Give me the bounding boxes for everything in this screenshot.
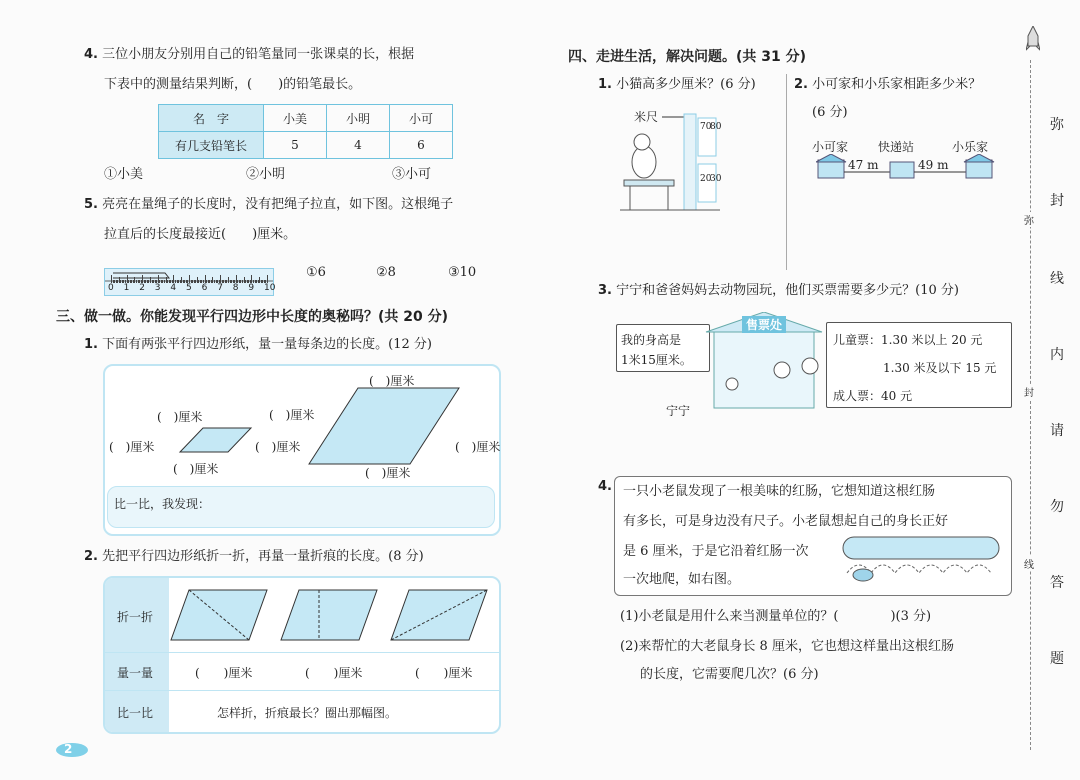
ruler-mark-70: 70 bbox=[700, 122, 712, 132]
s4-q3-line bbox=[598, 284, 959, 297]
price-child-below: 1.30 米及以下 15 元 bbox=[883, 361, 997, 375]
q5-option-a[interactable]: ①6 bbox=[306, 265, 326, 280]
fold-compare-text: 怎样折，折痕最长？圈出那幅图。 bbox=[217, 706, 398, 720]
margin-char: 弥 bbox=[1050, 117, 1064, 133]
fold-blank-2[interactable]: ( )厘米 bbox=[305, 666, 363, 680]
q5-ruler bbox=[104, 268, 274, 296]
section-4-title: 四、走进生活，解决问题。(共 31 分) bbox=[568, 49, 807, 65]
ruler-label: 3 bbox=[154, 283, 161, 293]
q4-line2: 下表中的测量结果判断，( )的铅笔最长。 bbox=[104, 77, 362, 92]
fold-figure-2[interactable] bbox=[281, 590, 377, 640]
q4-option-c[interactable]: ③小可 bbox=[392, 167, 432, 182]
ruler-label: 1 bbox=[123, 283, 130, 293]
q4-line1 bbox=[84, 48, 414, 61]
margin-char: 封 bbox=[1050, 193, 1064, 209]
fold-blank-3[interactable]: ( )厘米 bbox=[415, 666, 473, 680]
s3-q2-panel bbox=[103, 576, 501, 734]
page-number: 2 bbox=[64, 742, 73, 756]
ticket-scene bbox=[614, 312, 1016, 420]
bubble-line-2: 1米15厘米。 bbox=[621, 353, 692, 367]
place-xiaole-home: 小乐家 bbox=[952, 140, 989, 154]
ruler-label: 4 bbox=[170, 283, 177, 293]
large-parallelogram bbox=[309, 388, 459, 464]
rocket-icon bbox=[1026, 26, 1040, 52]
row-fold-label: 折一折 bbox=[117, 610, 154, 624]
q5-number: 5. bbox=[84, 197, 98, 212]
seal-line bbox=[1030, 60, 1031, 750]
cat-ruler-figure bbox=[620, 104, 730, 214]
ruler-label: 7 bbox=[217, 283, 223, 293]
ruler-label: 2 bbox=[139, 283, 145, 293]
s4-q3-text: 宁宁和爸爸妈妈去动物园玩，他们买票需要多少元？(10 分) bbox=[616, 283, 959, 298]
cat-illustration bbox=[620, 104, 730, 214]
ticket-booth-sign: 售票处 bbox=[742, 316, 786, 333]
distance-47: 47 m bbox=[848, 158, 879, 172]
seal-char-xian: 线 bbox=[1024, 556, 1034, 571]
blank-bottom-large[interactable]: ( )厘米 bbox=[365, 466, 411, 480]
price-child-above: 儿童票：1.30 米以上 20 元 bbox=[833, 333, 983, 347]
ruler-mark-30: 30 bbox=[710, 174, 722, 184]
place-xiaoke-home: 小可家 bbox=[812, 140, 849, 154]
s3-q2-text: 先把平行四边形纸折一折，再量一量折痕的长度。(8 分) bbox=[102, 549, 424, 564]
mouse-story-box bbox=[614, 476, 1012, 596]
section-3-title: 三、做一做。你能发现平行四边形中长度的奥秘吗？(共 20 分) bbox=[56, 309, 449, 325]
s4-q3-number: 3. bbox=[598, 283, 612, 298]
s4-q2-text: 小可家和小乐家相距多少米？ bbox=[812, 77, 982, 92]
blank-top-small[interactable]: ( )厘米 bbox=[157, 410, 203, 424]
s4-q2-number: 2. bbox=[794, 77, 808, 92]
q4-option-a[interactable]: ①小美 bbox=[104, 167, 144, 182]
price-adult: 成人票：40 元 bbox=[833, 389, 913, 403]
fold-figures bbox=[169, 578, 499, 652]
table-cell: 6 bbox=[390, 132, 453, 159]
table-cell: 小可 bbox=[390, 105, 453, 132]
s4-q1-number: 1. bbox=[598, 77, 612, 92]
s3-q1-line bbox=[84, 338, 432, 351]
ruler-mark-20: 20 bbox=[700, 174, 712, 184]
q4-number: 4. bbox=[84, 47, 98, 62]
place-express-station: 快递站 bbox=[878, 140, 915, 154]
q4-num-label: 4. bbox=[598, 479, 612, 494]
q4-sub1: (1)小老鼠是用什么来当测量单位的？( )(3 分) bbox=[620, 609, 932, 624]
q4-measure-table bbox=[158, 104, 453, 159]
s4-q2-line bbox=[794, 78, 981, 91]
q1-q2-divider bbox=[786, 74, 787, 270]
table-cell: 5 bbox=[264, 132, 327, 159]
q5-line2: 拉直后的长度最接近( )厘米。 bbox=[104, 227, 297, 242]
rope-line bbox=[113, 273, 169, 278]
s3-q1-number: 1. bbox=[84, 337, 98, 352]
q4-option-b[interactable]: ②小明 bbox=[246, 167, 286, 182]
page-swoosh-icon bbox=[54, 740, 94, 758]
q4-sub2-line2: 的长度，它需要爬几次？(6 分) bbox=[640, 667, 819, 682]
q5-line1 bbox=[84, 198, 453, 211]
margin-char: 请 bbox=[1050, 423, 1064, 439]
blank-top-large[interactable]: ( )厘米 bbox=[369, 374, 415, 388]
s4-q1-text: 小猫高多少厘米？(6 分) bbox=[616, 77, 756, 92]
ningning-label: 宁宁 bbox=[666, 404, 691, 418]
q4-text-1: 三位小朋友分别用自己的铅笔量同一张课桌的长，根据 bbox=[102, 47, 415, 62]
q5-option-c[interactable]: ③10 bbox=[448, 265, 477, 280]
ruler-label: 0 bbox=[108, 283, 114, 293]
distance-diagram bbox=[816, 154, 996, 184]
table-cell: 小明 bbox=[327, 105, 390, 132]
small-parallelogram bbox=[180, 428, 251, 452]
q4-sub2-line1: (2)来帮忙的大老鼠身长 8 厘米，它也想这样量出这根红肠 bbox=[620, 639, 954, 654]
ruler-label: 5 bbox=[186, 283, 192, 293]
ruler-label: 10 bbox=[264, 283, 276, 293]
story-line-3: 是 6 厘米，于是它沿着红肠一次 bbox=[623, 544, 809, 559]
ruler-label: 8 bbox=[232, 283, 239, 293]
ruler-tick bbox=[267, 275, 268, 283]
seal-char-mi: 弥 bbox=[1024, 212, 1034, 227]
table-cell: 小美 bbox=[264, 105, 327, 132]
q5-text-1: 亮亮在量绳子的长度时，没有把绳子拉直，如下图。这根绳子 bbox=[102, 197, 454, 212]
row-compare-label: 比一比 bbox=[117, 706, 154, 720]
story-line-2: 有多长，可是身边没有尺子。小老鼠想起自己的身长正好 bbox=[623, 514, 949, 529]
s4-q2-points: (6 分) bbox=[812, 105, 848, 120]
fold-blank-1[interactable]: ( )厘米 bbox=[195, 666, 253, 680]
distance-49: 49 m bbox=[918, 158, 949, 172]
ruler-label: 6 bbox=[201, 283, 208, 293]
story-line-1: 一只小老鼠发现了一根美味的红肠，它想知道这根红肠 bbox=[623, 484, 936, 499]
row-divider-1 bbox=[105, 652, 499, 653]
story-line-4: 一次地爬，如右图。 bbox=[623, 572, 741, 587]
row-divider-2 bbox=[105, 690, 499, 691]
margin-char: 内 bbox=[1050, 347, 1064, 363]
s3-q1-text: 下面有两张平行四边形纸，量一量每条边的长度。(12 分) bbox=[102, 337, 432, 352]
parallelogram-figures bbox=[105, 366, 499, 486]
compare-box[interactable] bbox=[107, 486, 495, 528]
q5-option-b[interactable]: ②8 bbox=[376, 265, 396, 280]
meter-ruler-label: 米尺 bbox=[634, 110, 659, 124]
s4-q4-number bbox=[598, 480, 612, 493]
s3-q2-line bbox=[84, 550, 424, 563]
blank-right-large[interactable]: ( )厘米 bbox=[455, 440, 501, 454]
ticket-price-board bbox=[826, 322, 1012, 408]
page-number-badge bbox=[54, 740, 94, 758]
margin-char: 答 bbox=[1050, 575, 1064, 591]
ruler-label: 9 bbox=[248, 283, 255, 293]
sausage-mouse-illustration bbox=[839, 533, 1005, 593]
s3-q2-number: 2. bbox=[84, 549, 98, 564]
bubble-line-1: 我的身高是 bbox=[621, 333, 682, 347]
margin-char: 勿 bbox=[1050, 499, 1064, 515]
seal-char-feng: 封 bbox=[1024, 384, 1034, 399]
s3-q1-panel bbox=[103, 364, 501, 536]
margin-char: 题 bbox=[1050, 651, 1064, 667]
table-header-name: 名 字 bbox=[159, 105, 264, 132]
ruler-mark-80: 80 bbox=[710, 122, 722, 132]
blank-right-small[interactable]: ( )厘米 bbox=[255, 440, 301, 454]
s4-q1-line bbox=[598, 78, 756, 91]
fold-figure-1[interactable] bbox=[171, 590, 267, 640]
margin-char: 线 bbox=[1050, 271, 1064, 287]
blank-bottom-small[interactable]: ( )厘米 bbox=[173, 462, 219, 476]
table-cell: 4 bbox=[327, 132, 390, 159]
blank-left-small[interactable]: ( )厘米 bbox=[109, 440, 155, 454]
compare-label: 比一比，我发现： bbox=[114, 497, 211, 511]
height-speech-bubble bbox=[616, 324, 710, 372]
blank-left-large[interactable]: ( )厘米 bbox=[269, 408, 315, 422]
table-header-count: 有几支铅笔长 bbox=[159, 132, 264, 159]
row-measure-label: 量一量 bbox=[117, 666, 154, 680]
